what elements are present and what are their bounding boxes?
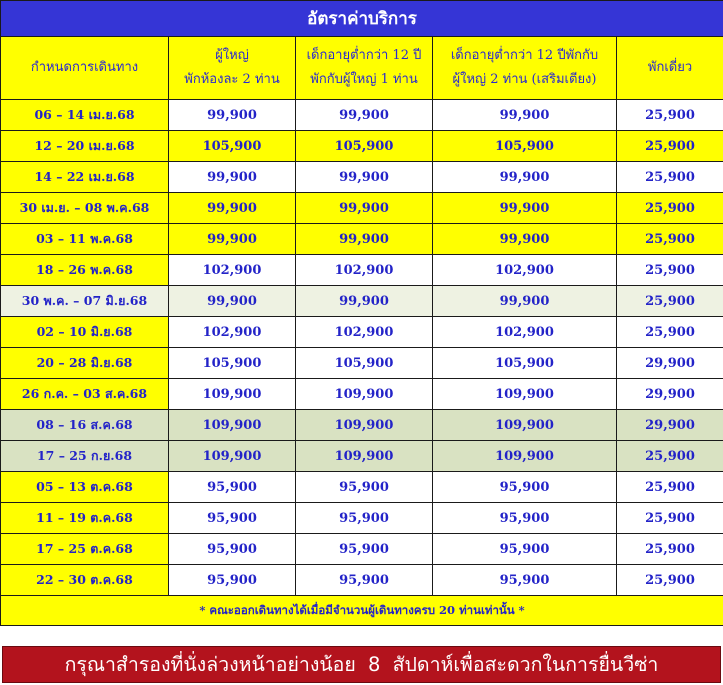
header-single-supplement — [617, 37, 723, 100]
adult-price-cell: 99,900 — [169, 193, 296, 224]
header-child-extra-bed — [433, 37, 617, 100]
travel-date-cell: 20 – 28 มิ.ย.68 — [1, 348, 169, 379]
child-extra-bed-price-cell: 99,900 — [433, 224, 617, 255]
adult-price-cell: 102,900 — [169, 317, 296, 348]
child-with-adult-price-cell: 109,900 — [296, 441, 433, 472]
table-row — [1, 286, 723, 317]
adult-price-cell: 95,900 — [169, 534, 296, 565]
child-extra-bed-price-cell: 105,900 — [433, 131, 617, 162]
header-child-with-adult-line1: เด็กอายุต่ำกว่า 12 ปี — [306, 48, 422, 63]
child-with-adult-price-cell: 109,900 — [296, 379, 433, 410]
travel-date-cell: 11 – 19 ต.ค.68 — [1, 503, 169, 534]
note-row — [1, 596, 723, 626]
adult-price-cell: 95,900 — [169, 565, 296, 596]
child-extra-bed-price-cell: 109,900 — [433, 410, 617, 441]
table-row — [1, 255, 723, 286]
child-with-adult-price-cell: 102,900 — [296, 317, 433, 348]
header-single-supplement-label: พักเดี่ยว — [647, 60, 693, 75]
table-row — [1, 379, 723, 410]
child-with-adult-price-cell: 99,900 — [296, 100, 433, 131]
single-supplement-cell: 25,900 — [617, 286, 723, 317]
single-supplement-cell: 25,900 — [617, 441, 723, 472]
adult-price-cell: 95,900 — [169, 503, 296, 534]
table-row — [1, 503, 723, 534]
child-extra-bed-price-cell: 109,900 — [433, 441, 617, 472]
child-with-adult-price-cell: 99,900 — [296, 193, 433, 224]
child-with-adult-price-cell: 95,900 — [296, 534, 433, 565]
child-extra-bed-price-cell: 99,900 — [433, 286, 617, 317]
header-adult — [169, 37, 296, 100]
header-child-extra-bed-line1: เด็กอายุต่ำกว่า 12 ปีพักกับ — [450, 48, 599, 63]
child-extra-bed-price-cell: 95,900 — [433, 472, 617, 503]
table-row — [1, 100, 723, 131]
child-extra-bed-price-cell: 102,900 — [433, 317, 617, 348]
table-row — [1, 534, 723, 565]
table-row — [1, 131, 723, 162]
single-supplement-cell: 25,900 — [617, 193, 723, 224]
header-travel-date — [1, 37, 169, 100]
travel-date-cell: 17 – 25 ก.ย.68 — [1, 441, 169, 472]
travel-date-cell: 26 ก.ค. – 03 ส.ค.68 — [1, 379, 169, 410]
child-with-adult-price-cell: 99,900 — [296, 224, 433, 255]
single-supplement-cell: 25,900 — [617, 131, 723, 162]
booking-advance-banner: กรุณาสำรองที่นั่งล่วงหน้าอย่างน้อย 8 สัปดาห์เพื่อสะดวกในการยื่นวีซ่า — [2, 646, 721, 683]
child-with-adult-price-cell: 99,900 — [296, 286, 433, 317]
travel-date-cell: 22 – 30 ต.ค.68 — [1, 565, 169, 596]
child-extra-bed-price-cell: 95,900 — [433, 503, 617, 534]
travel-date-cell: 12 – 20 เม.ย.68 — [1, 131, 169, 162]
child-extra-bed-price-cell: 99,900 — [433, 100, 617, 131]
single-supplement-cell: 25,900 — [617, 534, 723, 565]
travel-date-cell: 03 – 11 พ.ค.68 — [1, 224, 169, 255]
header-child-with-adult-line2: พักกับผู้ใหญ่ 1 ท่าน — [310, 72, 418, 87]
single-supplement-cell: 25,900 — [617, 503, 723, 534]
child-with-adult-price-cell: 105,900 — [296, 131, 433, 162]
table-title: อัตราค่าบริการ — [1, 1, 723, 37]
adult-price-cell: 95,900 — [169, 472, 296, 503]
table-row — [1, 162, 723, 193]
table-row — [1, 441, 723, 472]
single-supplement-cell: 25,900 — [617, 162, 723, 193]
adult-price-cell: 109,900 — [169, 410, 296, 441]
child-extra-bed-price-cell: 109,900 — [433, 379, 617, 410]
single-supplement-cell: 25,900 — [617, 255, 723, 286]
child-extra-bed-price-cell: 102,900 — [433, 255, 617, 286]
table-row — [1, 565, 723, 596]
single-supplement-cell: 29,900 — [617, 410, 723, 441]
adult-price-cell: 109,900 — [169, 441, 296, 472]
single-supplement-cell: 25,900 — [617, 472, 723, 503]
travel-date-cell: 17 – 25 ต.ค.68 — [1, 534, 169, 565]
travel-date-cell: 08 – 16 ส.ค.68 — [1, 410, 169, 441]
child-with-adult-price-cell: 105,900 — [296, 348, 433, 379]
title-row — [1, 1, 723, 37]
header-child-with-adult — [296, 37, 433, 100]
child-with-adult-price-cell: 95,900 — [296, 472, 433, 503]
travel-date-cell: 30 พ.ค. – 07 มิ.ย.68 — [1, 286, 169, 317]
adult-price-cell: 99,900 — [169, 286, 296, 317]
travel-date-cell: 05 – 13 ต.ค.68 — [1, 472, 169, 503]
single-supplement-cell: 25,900 — [617, 565, 723, 596]
child-with-adult-price-cell: 95,900 — [296, 503, 433, 534]
adult-price-cell: 99,900 — [169, 224, 296, 255]
child-with-adult-price-cell: 109,900 — [296, 410, 433, 441]
header-row — [1, 37, 723, 100]
adult-price-cell: 109,900 — [169, 379, 296, 410]
travel-date-cell: 14 – 22 เม.ย.68 — [1, 162, 169, 193]
adult-price-cell: 105,900 — [169, 131, 296, 162]
travel-date-cell: 06 – 14 เม.ย.68 — [1, 100, 169, 131]
child-with-adult-price-cell: 102,900 — [296, 255, 433, 286]
adult-price-cell: 102,900 — [169, 255, 296, 286]
adult-price-cell: 99,900 — [169, 162, 296, 193]
child-extra-bed-price-cell: 95,900 — [433, 534, 617, 565]
single-supplement-cell: 25,900 — [617, 224, 723, 255]
child-with-adult-price-cell: 95,900 — [296, 565, 433, 596]
travel-date-cell: 30 เม.ย. – 08 พ.ค.68 — [1, 193, 169, 224]
table-row — [1, 193, 723, 224]
header-adult-line2: พักห้องละ 2 ท่าน — [184, 72, 280, 87]
child-extra-bed-price-cell: 99,900 — [433, 193, 617, 224]
table-row — [1, 472, 723, 503]
travel-date-cell: 18 – 26 พ.ค.68 — [1, 255, 169, 286]
minimum-travelers-note: * คณะออกเดินทางได้เมื่อมีจำนวนผู้เดินทางครบ 20 ท่านเท่านั้น * — [1, 596, 723, 626]
travel-date-cell: 02 – 10 มิ.ย.68 — [1, 317, 169, 348]
table-row — [1, 224, 723, 255]
header-travel-date-label: กำหนดการเดินทาง — [30, 60, 139, 75]
single-supplement-cell: 29,900 — [617, 379, 723, 410]
adult-price-cell: 99,900 — [169, 100, 296, 131]
single-supplement-cell: 29,900 — [617, 348, 723, 379]
header-adult-line1: ผู้ใหญ่ — [215, 48, 249, 63]
child-with-adult-price-cell: 99,900 — [296, 162, 433, 193]
table-row — [1, 317, 723, 348]
table-row — [1, 348, 723, 379]
child-extra-bed-price-cell: 95,900 — [433, 565, 617, 596]
child-extra-bed-price-cell: 99,900 — [433, 162, 617, 193]
single-supplement-cell: 25,900 — [617, 317, 723, 348]
header-child-extra-bed-line2: ผู้ใหญ่ 2 ท่าน (เสริมเตียง) — [452, 72, 597, 87]
child-extra-bed-price-cell: 105,900 — [433, 348, 617, 379]
single-supplement-cell: 25,900 — [617, 100, 723, 131]
table-row — [1, 410, 723, 441]
adult-price-cell: 105,900 — [169, 348, 296, 379]
